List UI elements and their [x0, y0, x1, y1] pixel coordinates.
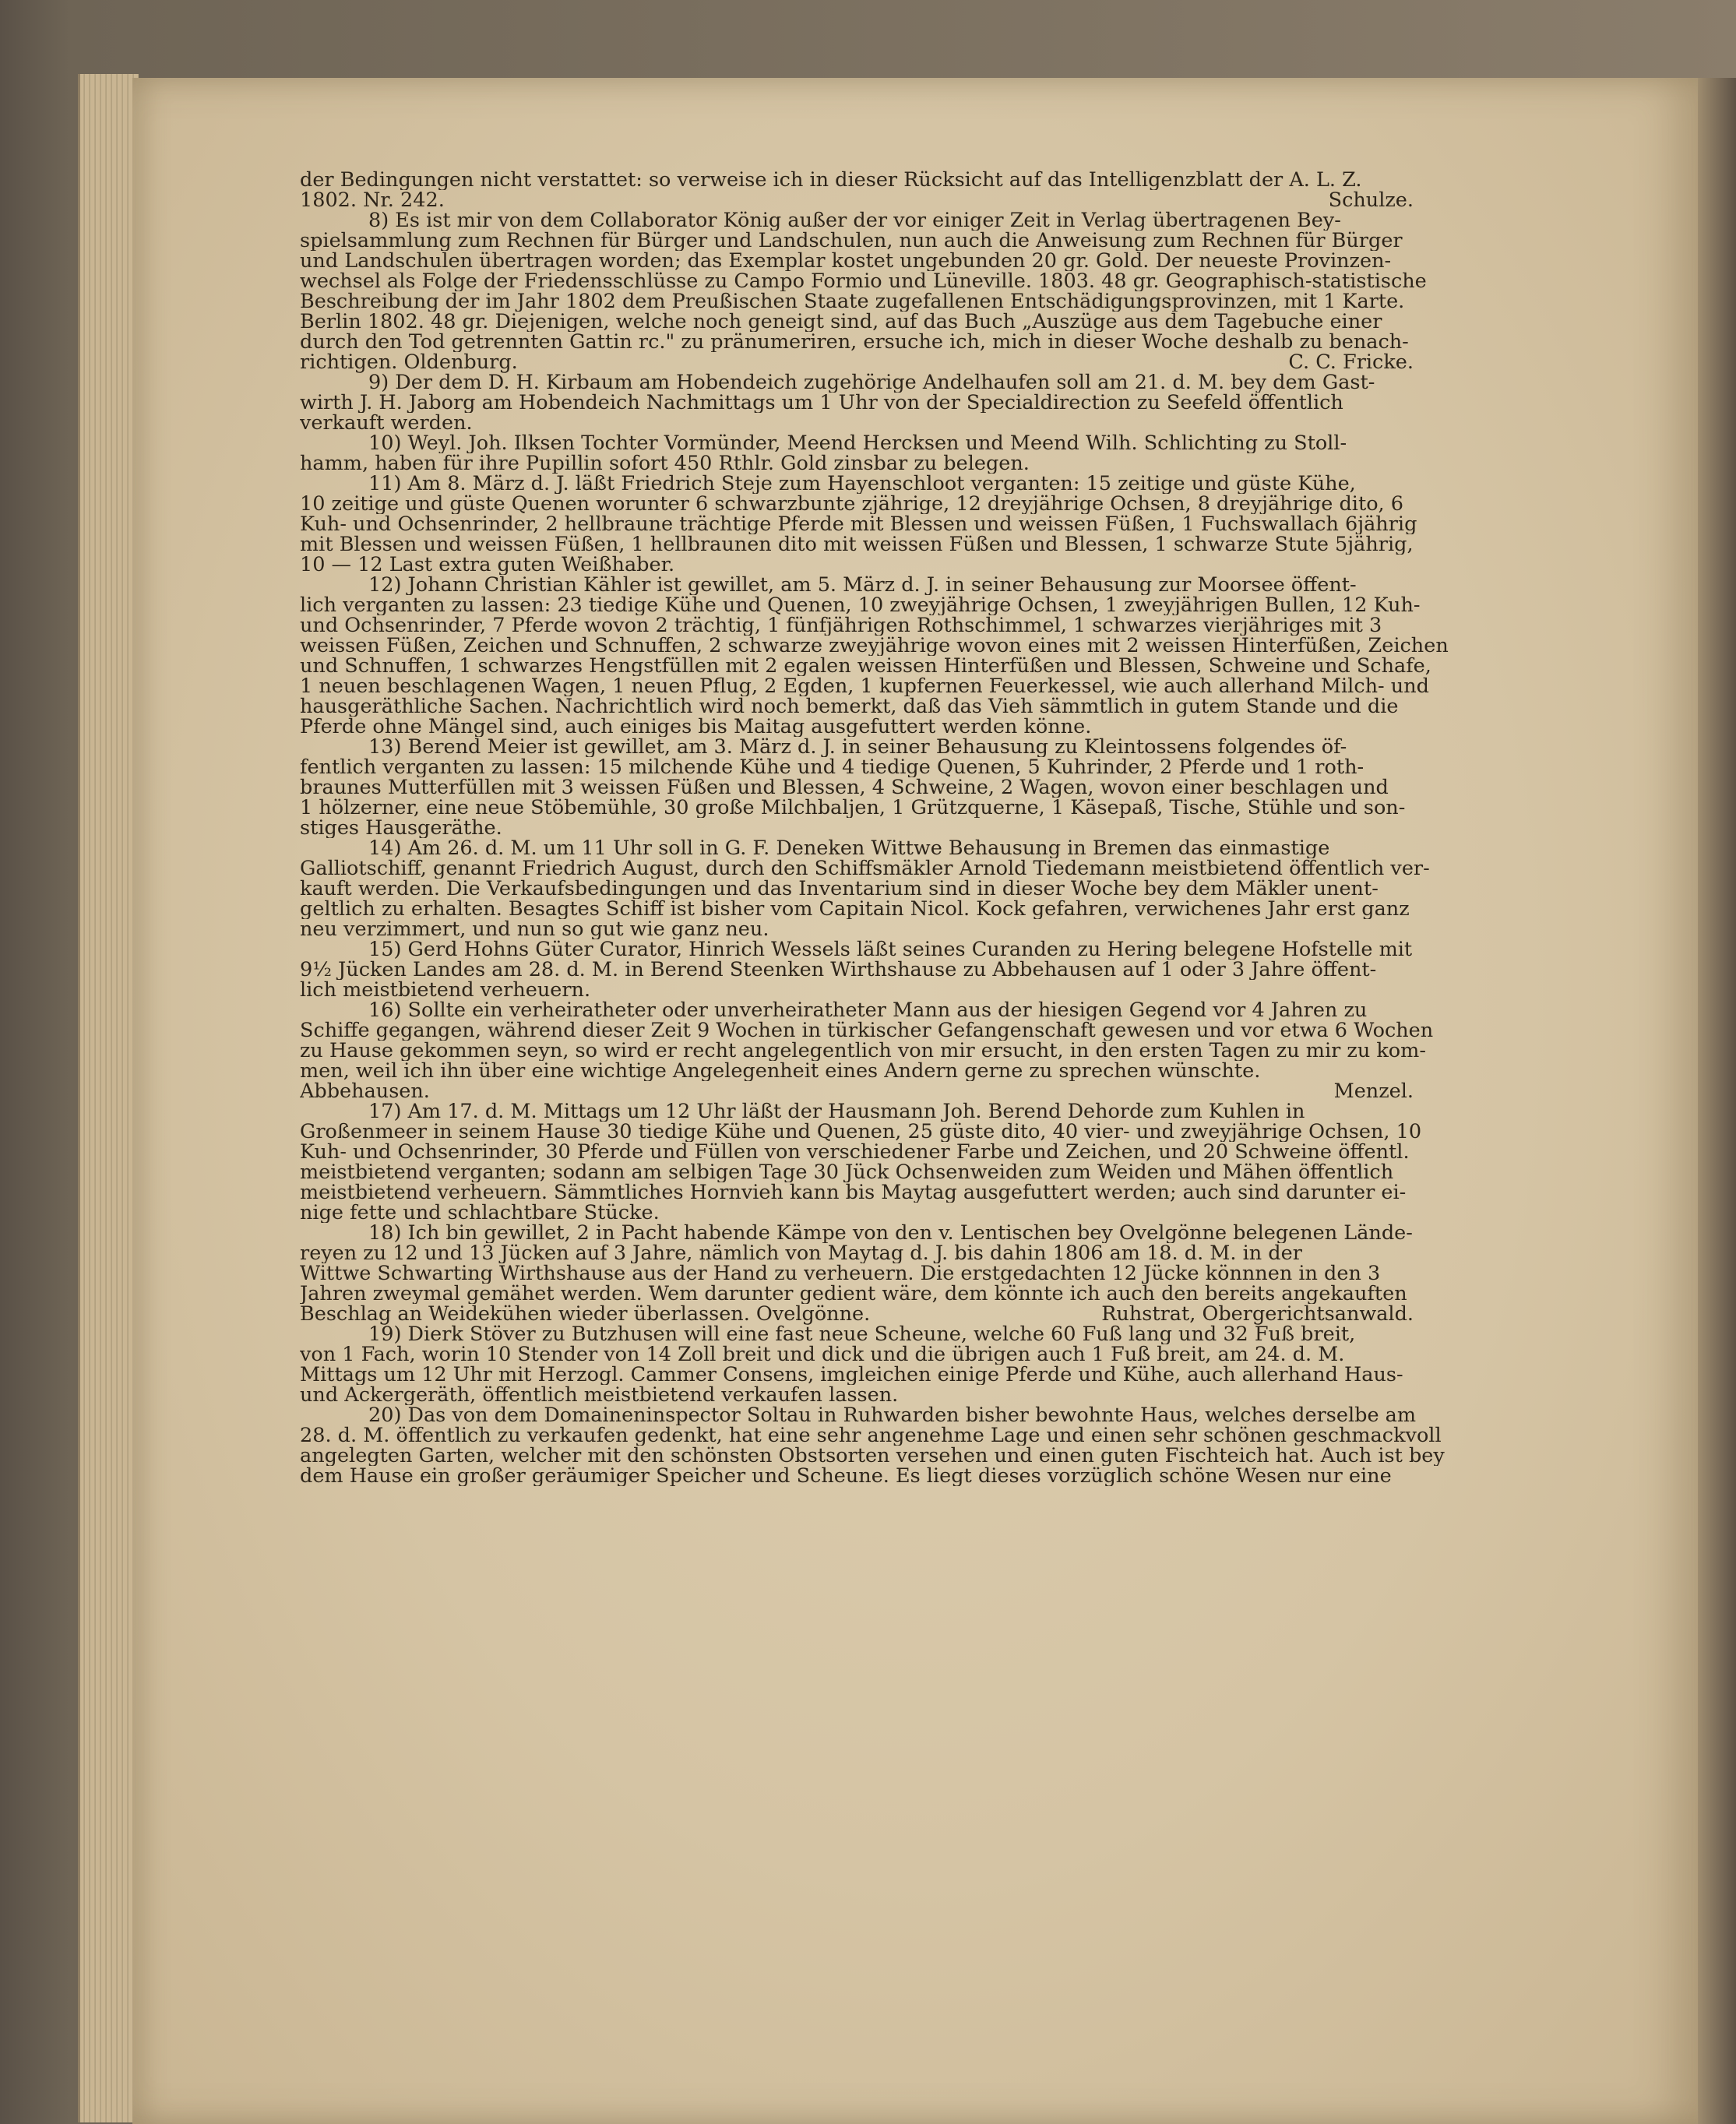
document-text	[300, 170, 1600, 2031]
text-line: richtigen. Oldenburg.	[300, 350, 518, 374]
text-line: 1 neuen beschlagenen Wagen, 1 neuen Pflug, 2 Egden, 1 kupfernen Feuerkessel, wie auch allerhand Milch- und	[300, 676, 1429, 696]
paragraph-start-line: 20) Das von dem Domaineninspector Soltau in Ruhwarden bisher bewohnte Haus, welches derselbe am	[368, 1405, 1417, 1425]
text-line: stiges Hausgeräthe.	[300, 818, 502, 838]
paragraph-start-line: 11) Am 8. März d. J. läßt Friedrich Steje zum Hayenschloot verganten: 15 zeitige und güste Kühe,	[368, 474, 1356, 494]
text-line: lich meistbietend verheuern.	[300, 980, 591, 1000]
paragraph-start-line: 19) Dierk Stöver zu Butzhusen will eine fast neue Scheune, welche 60 Fuß lang und 32 Fuß breit,	[368, 1324, 1356, 1344]
signature: C. C. Fricke.	[1288, 350, 1414, 374]
text-line: und Landschulen übertragen worden; das Exemplar kostet ungebunden 20 gr. Gold. Der neueste Provinzen-	[300, 251, 1392, 271]
signature: Ruhstrat, Obergerichtsanwald.	[1101, 1302, 1414, 1326]
text-line: dem Hause ein großer geräumiger Speicher und Scheune. Es liegt dieses vorzüglich schöne Wesen nur eine	[300, 1466, 1392, 1486]
text-line: hausgeräthliche Sachen. Nachrichtlich wird noch bemerkt, daß das Vieh sämmtlich in gutem Stande und die	[300, 696, 1399, 717]
text-line: 1 hölzerner, eine neue Stöbemühle, 30 große Milchbaljen, 1 Grützquerne, 1 Käsepaß, Tische, Stühle und son-	[300, 798, 1406, 818]
text-line: spielsammlung zum Rechnen für Bürger und Landschulen, nun auch die Anweisung zum Rechnen für Bürger	[300, 231, 1403, 251]
text-line: von 1 Fach, worin 10 Stender von 14 Zoll breit und dick und die übrigen auch 1 Fuß breit, am 24. d. M.	[300, 1344, 1345, 1365]
text-line: Galliotschiff, genannt Friedrich August, durch den Schiffsmäkler Arnold Tiedemann meistbietend öffentlich ver-	[300, 858, 1430, 879]
text-line: Mittags um 12 Uhr mit Herzogl. Cammer Consens, imgleichen einige Pferde und Kühe, auch allerhand Haus-	[300, 1365, 1403, 1385]
text-line: angelegten Garten, welcher mit den schönsten Obstsorten versehen und einen guten Fischteich hat. Auch ist bey	[300, 1446, 1445, 1466]
text-line: wechsel als Folge der Friedensschlüsse zu Campo Formio und Lüneville. 1803. 48 gr. Geographisch-statistische	[300, 271, 1427, 291]
signature: Schulze.	[1328, 188, 1414, 212]
text-line: nige fette und schlachtbare Stücke.	[300, 1203, 660, 1223]
text-line: Großenmeer in seinem Hause 30 tiedige Kühe und Quenen, 25 güste dito, 40 vier- und zweyjährige Ochsen, 10	[300, 1122, 1422, 1142]
text-line: kauft werden. Die Verkaufsbedingungen und das Inventarium sind in dieser Woche bey dem Mäkler unent-	[300, 879, 1379, 899]
text-line: 28. d. M. öffentlich zu verkaufen gedenkt, hat eine sehr angenehme Lage und einen sehr schönen geschmackvoll	[300, 1425, 1442, 1446]
text-line: hamm, haben für ihre Pupillin sofort 450 Rthlr. Gold zinsbar zu belegen.	[300, 453, 1030, 474]
text-line: Pferde ohne Mängel sind, auch einiges bis Maitag ausgefuttert werden könne.	[300, 717, 1092, 737]
paragraph-start-line: 8) Es ist mir von dem Collaborator König außer der vor einiger Zeit in Verlag übertragenen Bey-	[368, 210, 1341, 231]
paragraph-start-line: 12) Johann Christian Kähler ist gewillet, am 5. März d. J. in seiner Behausung zur Moorsee öffent-	[368, 575, 1357, 595]
signature: Menzel.	[1333, 1080, 1414, 1103]
text-line: 10 zeitige und güste Quenen worunter 6 schwarzbunte zjährige, 12 dreyjährige Ochsen, 8 dreyjährige dito, 6	[300, 494, 1403, 514]
text-line: Kuh- und Ochsenrinder, 30 Pferde und Füllen von verschiedener Farbe und Zeichen, und 20 Schweine öffentl.	[300, 1142, 1410, 1162]
text-line: meistbietend verheuern. Sämmtliches Hornvieh kann bis Maytag ausgefuttert werden; auch sind darunter ei-	[300, 1182, 1407, 1203]
text-line: geltlich zu erhalten. Besagtes Schiff ist bisher vom Capitain Nicol. Kock gefahren, verwichenes Jahr erst ganz	[300, 899, 1410, 919]
text-line-with-signature	[300, 352, 1600, 372]
page-edge-stack	[78, 74, 139, 2122]
paragraph-start-line: 14) Am 26. d. M. um 11 Uhr soll in G. F. Deneken Wittwe Behausung in Bremen das einmastige	[368, 838, 1330, 858]
text-line-with-signature	[300, 1304, 1600, 1324]
text-line: reyen zu 12 und 13 Jücken auf 3 Jahre, nämlich von Maytag d. J. bis dahin 1806 am 18. d. M. in der	[300, 1243, 1302, 1263]
text-line: zu Hause gekommen seyn, so wird er recht angelegentlich von mir ersucht, in den ersten Tagen zu mir zu kom-	[300, 1041, 1426, 1061]
text-line: men, weil ich ihn über eine wichtige Angelegenheit eines Andern gerne zu sprechen wünschte.	[300, 1061, 1261, 1081]
text-line: Schiffe gegangen, während dieser Zeit 9 Wochen in türkischer Gefangenschaft gewesen und vor etwa 6 Wochen	[300, 1020, 1434, 1041]
text-line: der Bedingungen nicht verstattet: so verweise ich in dieser Rücksicht auf das Intelligenzblatt der A. L. Z.	[300, 170, 1362, 190]
paragraph-start-line: 17) Am 17. d. M. Mittags um 12 Uhr läßt der Hausmann Joh. Berend Dehorde zum Kuhlen in	[368, 1101, 1305, 1122]
paragraph-start-line: 15) Gerd Hohns Güter Curator, Hinrich Wessels läßt seines Curanden zu Hering belegene Hofstelle mit	[368, 939, 1413, 960]
text-line: 9½ Jücken Landes am 28. d. M. in Berend Steenken Wirthshause zu Abbehausen auf 1 oder 3 Jahre öffent-	[300, 960, 1377, 980]
text-line: und Ochsenrinder, 7 Pferde wovon 2 trächtig, 1 fünfjährigen Rothschimmel, 1 schwarzes vierjähriges mit 3	[300, 615, 1382, 636]
text-line: Beschreibung der im Jahr 1802 dem Preußischen Staate zugefallenen Entschädigungsprovinzen, mit 1 Karte.	[300, 291, 1405, 312]
text-line: und Schnuffen, 1 schwarzes Hengstfüllen mit 2 egalen weissen Hinterfüßen und Blessen, Schweine und Schafe,	[300, 656, 1431, 676]
page-gutter	[1698, 78, 1736, 2124]
text-line: Jahren zweymal gemähet werden. Wem darunter gedient wäre, dem könnte ich auch den bereits angekauften	[300, 1284, 1407, 1304]
text-line: Kuh- und Ochsenrinder, 2 hellbraune trächtige Pferde mit Blessen und weissen Füßen, 1 Fuchswallach 6jährig	[300, 514, 1417, 534]
text-line: fentlich verganten zu lassen: 15 milchende Kühe und 4 tiedige Quenen, 5 Kuhrinder, 2 Pferde und 1 roth-	[300, 757, 1365, 777]
text-line: braunes Mutterfüllen mit 3 weissen Füßen und Blessen, 4 Schweine, 2 Wagen, wovon einer beschlagen und	[300, 777, 1389, 798]
text-line: weissen Füßen, Zeichen und Schnuffen, 2 schwarze zweyjährige wovon eines mit 2 weissen Hinterfüßen, Zeichen	[300, 636, 1449, 656]
text-line: Berlin 1802. 48 gr. Diejenigen, welche noch geneigt sind, auf das Buch „Auszüge aus dem Tagebuche einer	[300, 312, 1382, 332]
text-line: lich verganten zu lassen: 23 tiedige Kühe und Quenen, 10 zweyjährige Ochsen, 1 zweyjährigen Bullen, 12 Kuh-	[300, 595, 1421, 615]
text-line: meistbietend verganten; sodann am selbigen Tage 30 Jück Ochsenweiden zum Weiden und Mähen öffentlich	[300, 1162, 1394, 1182]
text-line: mit Blessen und weissen Füßen, 1 hellbraunen dito mit weissen Füßen und Blessen, 1 schwarze Stute 5jährig,	[300, 534, 1414, 555]
paragraph-start-line: 13) Berend Meier ist gewillet, am 3. März d. J. in seiner Behausung zu Kleintossens folgendes öf-	[368, 737, 1347, 757]
paragraph-start-line: 18) Ich bin gewillet, 2 in Pacht habende Kämpe von den v. Lentischen bey Ovelgönne belegenen Lände-	[368, 1223, 1413, 1243]
text-line-with-signature	[300, 1081, 1600, 1101]
text-line: 10 — 12 Last extra guten Weißhaber.	[300, 555, 675, 575]
text-line: Abbehausen.	[300, 1080, 430, 1103]
paragraph-start-line: 9) Der dem D. H. Kirbaum am Hobendeich zugehörige Andelhaufen soll am 21. d. M. bey dem Gast-	[368, 372, 1375, 393]
text-line: und Ackergeräth, öffentlich meistbietend verkaufen lassen.	[300, 1385, 899, 1405]
text-line: neu verzimmert, und nun so gut wie ganz neu.	[300, 919, 769, 939]
paragraph-start-line: 10) Weyl. Joh. Ilksen Tochter Vormünder, Meend Hercksen und Meend Wilh. Schlichting zu Stoll-	[368, 433, 1347, 453]
text-line: verkauft werden.	[300, 413, 473, 433]
text-line: 1802. Nr. 242.	[300, 188, 445, 212]
text-line: Beschlag an Weidekühen wieder überlassen. Ovelgönne.	[300, 1302, 871, 1326]
paragraph-start-line: 16) Sollte ein verheiratheter oder unverheiratheter Mann aus der hiesigen Gegend vor 4 Jahren zu	[368, 1000, 1368, 1020]
text-line: wirth J. H. Jaborg am Hobendeich Nachmittags um 1 Uhr von der Specialdirection zu Seefeld öffentlich	[300, 393, 1343, 413]
text-line: durch den Tod getrennten Gattin rc." zu pränumeriren, ersuche ich, mich in dieser Woche deshalb zu benach-	[300, 332, 1409, 352]
text-line-with-signature	[300, 190, 1600, 210]
text-line: Wittwe Schwarting Wirthshause aus der Hand zu verheuern. Die erstgedachten 12 Jücke könnnen in den 3	[300, 1263, 1381, 1284]
